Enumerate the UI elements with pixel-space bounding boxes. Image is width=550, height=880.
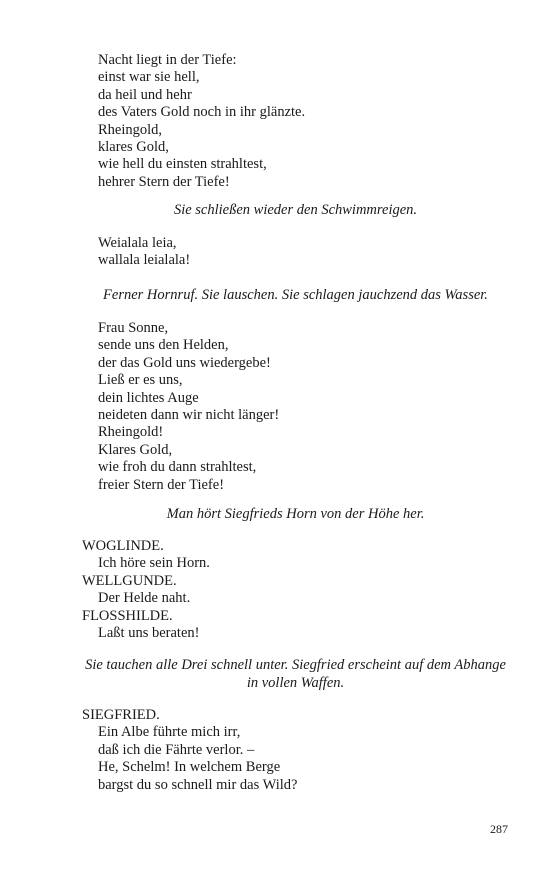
verse-line: Weialala leia, xyxy=(98,235,177,251)
verse-line: Klares Gold, xyxy=(98,441,173,458)
dialog-siegfried xyxy=(82,707,297,794)
verse-line: klares Gold, xyxy=(98,139,169,156)
stage-direction-line: in vollen Waffen. xyxy=(246,675,345,691)
stanza-nacht xyxy=(98,52,305,191)
page-number: 287 xyxy=(490,822,508,836)
verse-line: da heil und hehr xyxy=(98,86,192,103)
speaker-name: WOGLINDE. xyxy=(82,538,164,554)
stage-direction: Man hört Siegfrieds Horn von der Höhe her. xyxy=(166,506,425,522)
stage-direction xyxy=(82,656,509,692)
stage-direction: Ferner Hornruf. Sie lauschen. Sie schlagen jauchzend das Wasser. xyxy=(103,287,488,303)
spoken-line: Ein Albe führte mich irr, xyxy=(98,724,241,741)
verse-line: Rheingold, xyxy=(98,121,163,138)
stanza-frau-sonne xyxy=(98,320,279,494)
spoken-line: Ich höre sein Horn. xyxy=(98,555,210,572)
verse-line: des Vaters Gold noch in ihr glänzte. xyxy=(98,104,306,121)
verse-line: Nacht liegt in der Tiefe: xyxy=(98,52,237,68)
verse-line: wie hell du einsten strahltest, xyxy=(98,156,267,173)
verse-line: freier Stern der Tiefe! xyxy=(98,476,225,493)
stage-direction-line: Sie tauchen alle Drei schnell unter. Siegfried erscheint auf dem Abhange xyxy=(85,657,506,673)
speaker-name: FLOSSHILDE. xyxy=(82,607,173,624)
spoken-line: Laßt uns beraten! xyxy=(98,625,200,642)
verse-line: der das Gold uns wiedergebe! xyxy=(98,354,271,371)
stanza-weialala xyxy=(98,235,190,270)
spoken-line: bargst du so schnell mir das Wild? xyxy=(98,776,298,793)
verse-line: hehrer Stern der Tiefe! xyxy=(98,173,230,190)
verse-line: wie froh du dann strahltest, xyxy=(98,459,257,476)
spoken-line: daß ich die Fährte verlor. – xyxy=(98,741,255,758)
verse-line: sende uns den Helden, xyxy=(98,337,229,354)
dialog-rhinemaidens xyxy=(82,538,210,642)
verse-line: einst war sie hell, xyxy=(98,69,200,86)
spoken-line: Der Helde naht. xyxy=(98,590,191,607)
spoken-line: He, Schelm! In welchem Berge xyxy=(98,759,281,776)
verse-line: neideten dann wir nicht länger! xyxy=(98,407,280,424)
verse-line: wallala leialala! xyxy=(98,252,191,269)
stage-direction: Sie schließen wieder den Schwimmreigen. xyxy=(173,202,418,218)
verse-line: Frau Sonne, xyxy=(98,320,169,336)
speaker-name: SIEGFRIED. xyxy=(82,707,160,723)
verse-line: dein lichtes Auge xyxy=(98,389,199,406)
speaker-name: WELLGUNDE. xyxy=(82,572,177,589)
verse-line: Rheingold! xyxy=(98,424,164,441)
verse-line: Ließ er es uns, xyxy=(98,372,183,389)
